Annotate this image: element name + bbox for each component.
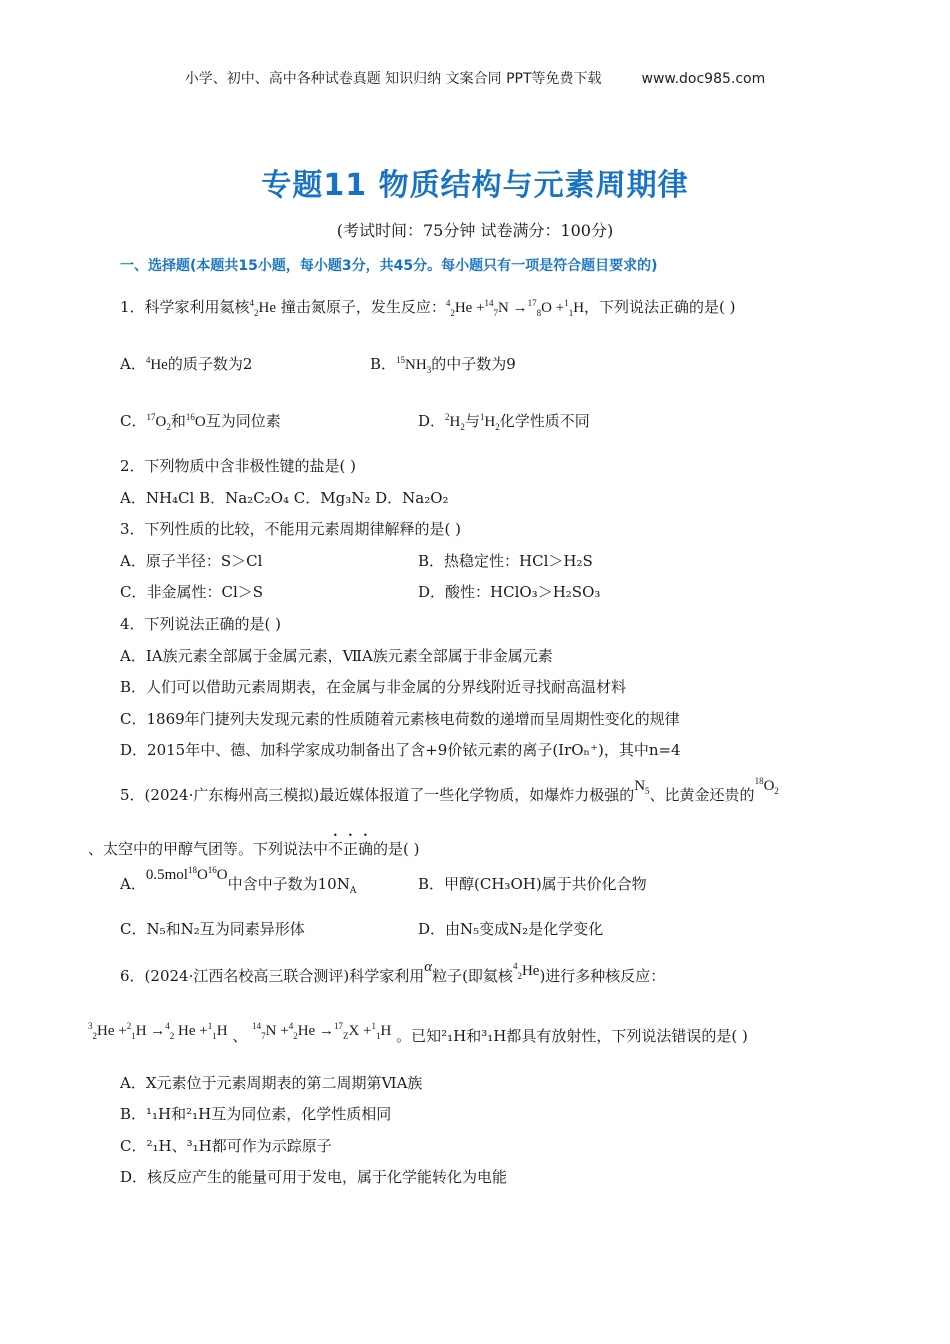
- q6-option-a[interactable]: A．X元素位于元素周期表的第二周期第ⅥA族: [120, 1074, 423, 1092]
- alpha-symbol: α: [424, 959, 433, 975]
- q5-stem: 5．(2024·广东梅州高三模拟)最近媒体报道了一些化学物质，如爆炸力极强的$N_5$、比黄金还贵的$^{18}O_2$: [120, 776, 779, 804]
- header-site[interactable]: www.doc985.com: [641, 71, 766, 87]
- q6-stem: 6．(2024·江西名校高三联合测评)科学家利用α粒子(即氦核$^4_2$He)进行多种核反应：: [120, 959, 666, 985]
- q3-option-a[interactable]: A．原子半径：S＞Cl: [120, 552, 263, 570]
- q1-option-a[interactable]: A．$^4$He的质子数为2: [120, 355, 253, 373]
- q5-option-d[interactable]: D．由N₅变成N₂是化学变化: [418, 920, 604, 938]
- header-text: 小学、初中、高中各种试卷真题 知识归纳 文案合同 PPT等免费下载: [184, 71, 602, 87]
- q2-stem: 2．下列物质中含非极性键的盐是( ): [120, 457, 357, 475]
- formula-o18: $^{18}O_2$: [754, 776, 779, 796]
- q3-stem: 3．下列性质的比较，不能用元素周期律解释的是( ): [120, 520, 462, 538]
- q1-option-b[interactable]: B．$^{15}NH_3$的中子数为9: [370, 355, 516, 375]
- q6-option-b[interactable]: B．¹₁H和²₁H互为同位素，化学性质相同: [120, 1105, 392, 1123]
- nuclear-equation-2: $^3_2$He +$^2_1$H →$^4_2$ He +$^1_1$H: [88, 1021, 228, 1041]
- nuclear-equation-1: $^4_2$He +$^{14}_7$N →$^{17}_8$O +$^1_1$H: [445, 298, 585, 318]
- q6-reactions: $^3_2$He +$^2_1$H →$^4_2$ He +$^1_1$H 、 $^{14}_7$N +$^4_2$He →$^{17}_Z$X +$^1_1$H 。已知²₁H和³₁H都具有放射性，下列说法错误的是( ): [88, 1021, 748, 1045]
- page-title: 专题11 物质结构与元素周期律: [261, 168, 689, 203]
- q4-option-d[interactable]: D．2015年中、德、加科学家成功制备出了含+9价铱元素的离子(IrOₙ⁺)，其中n=4: [120, 741, 681, 759]
- q1-option-d[interactable]: D．$^2H_2$与$^1H_2$化学性质不同: [418, 412, 590, 432]
- nuclear-equation-3: $^{14}_7$N +$^4_2$He →$^{17}_Z$X +$^1_1$H: [252, 1021, 392, 1041]
- formula-n5: $N_5$: [634, 778, 650, 796]
- q4-option-a[interactable]: A．ⅠA族元素全部属于金属元素，ⅦA族元素全部属于非金属元素: [120, 647, 553, 665]
- q3-option-b[interactable]: B．热稳定性：HCl＞H₂S: [418, 552, 593, 570]
- q5-option-c[interactable]: C．N₅和N₂互为同素异形体: [120, 920, 305, 938]
- q5-option-a[interactable]: A．$0.5mol^{18}O^{16}O$中含中子数为$10N_A$: [120, 865, 357, 896]
- exam-info: (考试时间：75分钟 试卷满分：100分): [336, 221, 614, 240]
- page-header: [0, 68, 950, 88]
- q5-stem-cont: 、太空中的甲醇气团等。下列说法中不正确的是( ): [88, 840, 420, 858]
- q4-stem: 4．下列说法正确的是( ): [120, 615, 282, 633]
- q2-options[interactable]: A．NH₄Cl B．Na₂C₂O₄ C．Mg₃N₂ D．Na₂O₂: [120, 489, 449, 507]
- q6-option-d[interactable]: D．核反应产生的能量可用于发电，属于化学能转化为电能: [120, 1168, 508, 1186]
- q6-option-c[interactable]: C．²₁H、³₁H都可作为示踪原子: [120, 1137, 332, 1155]
- q5-option-b[interactable]: B．甲醇(CH₃OH)属于共价化合物: [418, 875, 647, 893]
- emphasis-text: 不正确: [328, 840, 374, 858]
- q4-option-b[interactable]: B．人们可以借助元素周期表，在金属与非金属的分界线附近寻找耐高温材料: [120, 678, 627, 696]
- q4-option-c[interactable]: C．1869年门捷列夫发现元素的性质随着元素核电荷数的递增而呈周期性变化的规律: [120, 710, 680, 728]
- q3-option-c[interactable]: C．非金属性：Cl＞S: [120, 583, 264, 601]
- q1-stem: 1．科学家利用氦核$^4_2$He 撞击氮原子，发生反应：$^4_2$He +$^{14}_7$N →$^{17}_8$O +$^1_1$H，下列说法正确的是( ): [120, 298, 736, 318]
- section-heading: 一、选择题(本题共15小题，每小题3分，共45分。每小题只有一项是符合题目要求的): [120, 258, 658, 274]
- formula-he4: $^4_2$He: [249, 298, 277, 318]
- q3-option-d[interactable]: D．酸性：HClO₃＞H₂SO₃: [418, 583, 601, 601]
- q1-option-c[interactable]: C．$^{17}O_2$和$^{16}$O互为同位素: [120, 412, 281, 432]
